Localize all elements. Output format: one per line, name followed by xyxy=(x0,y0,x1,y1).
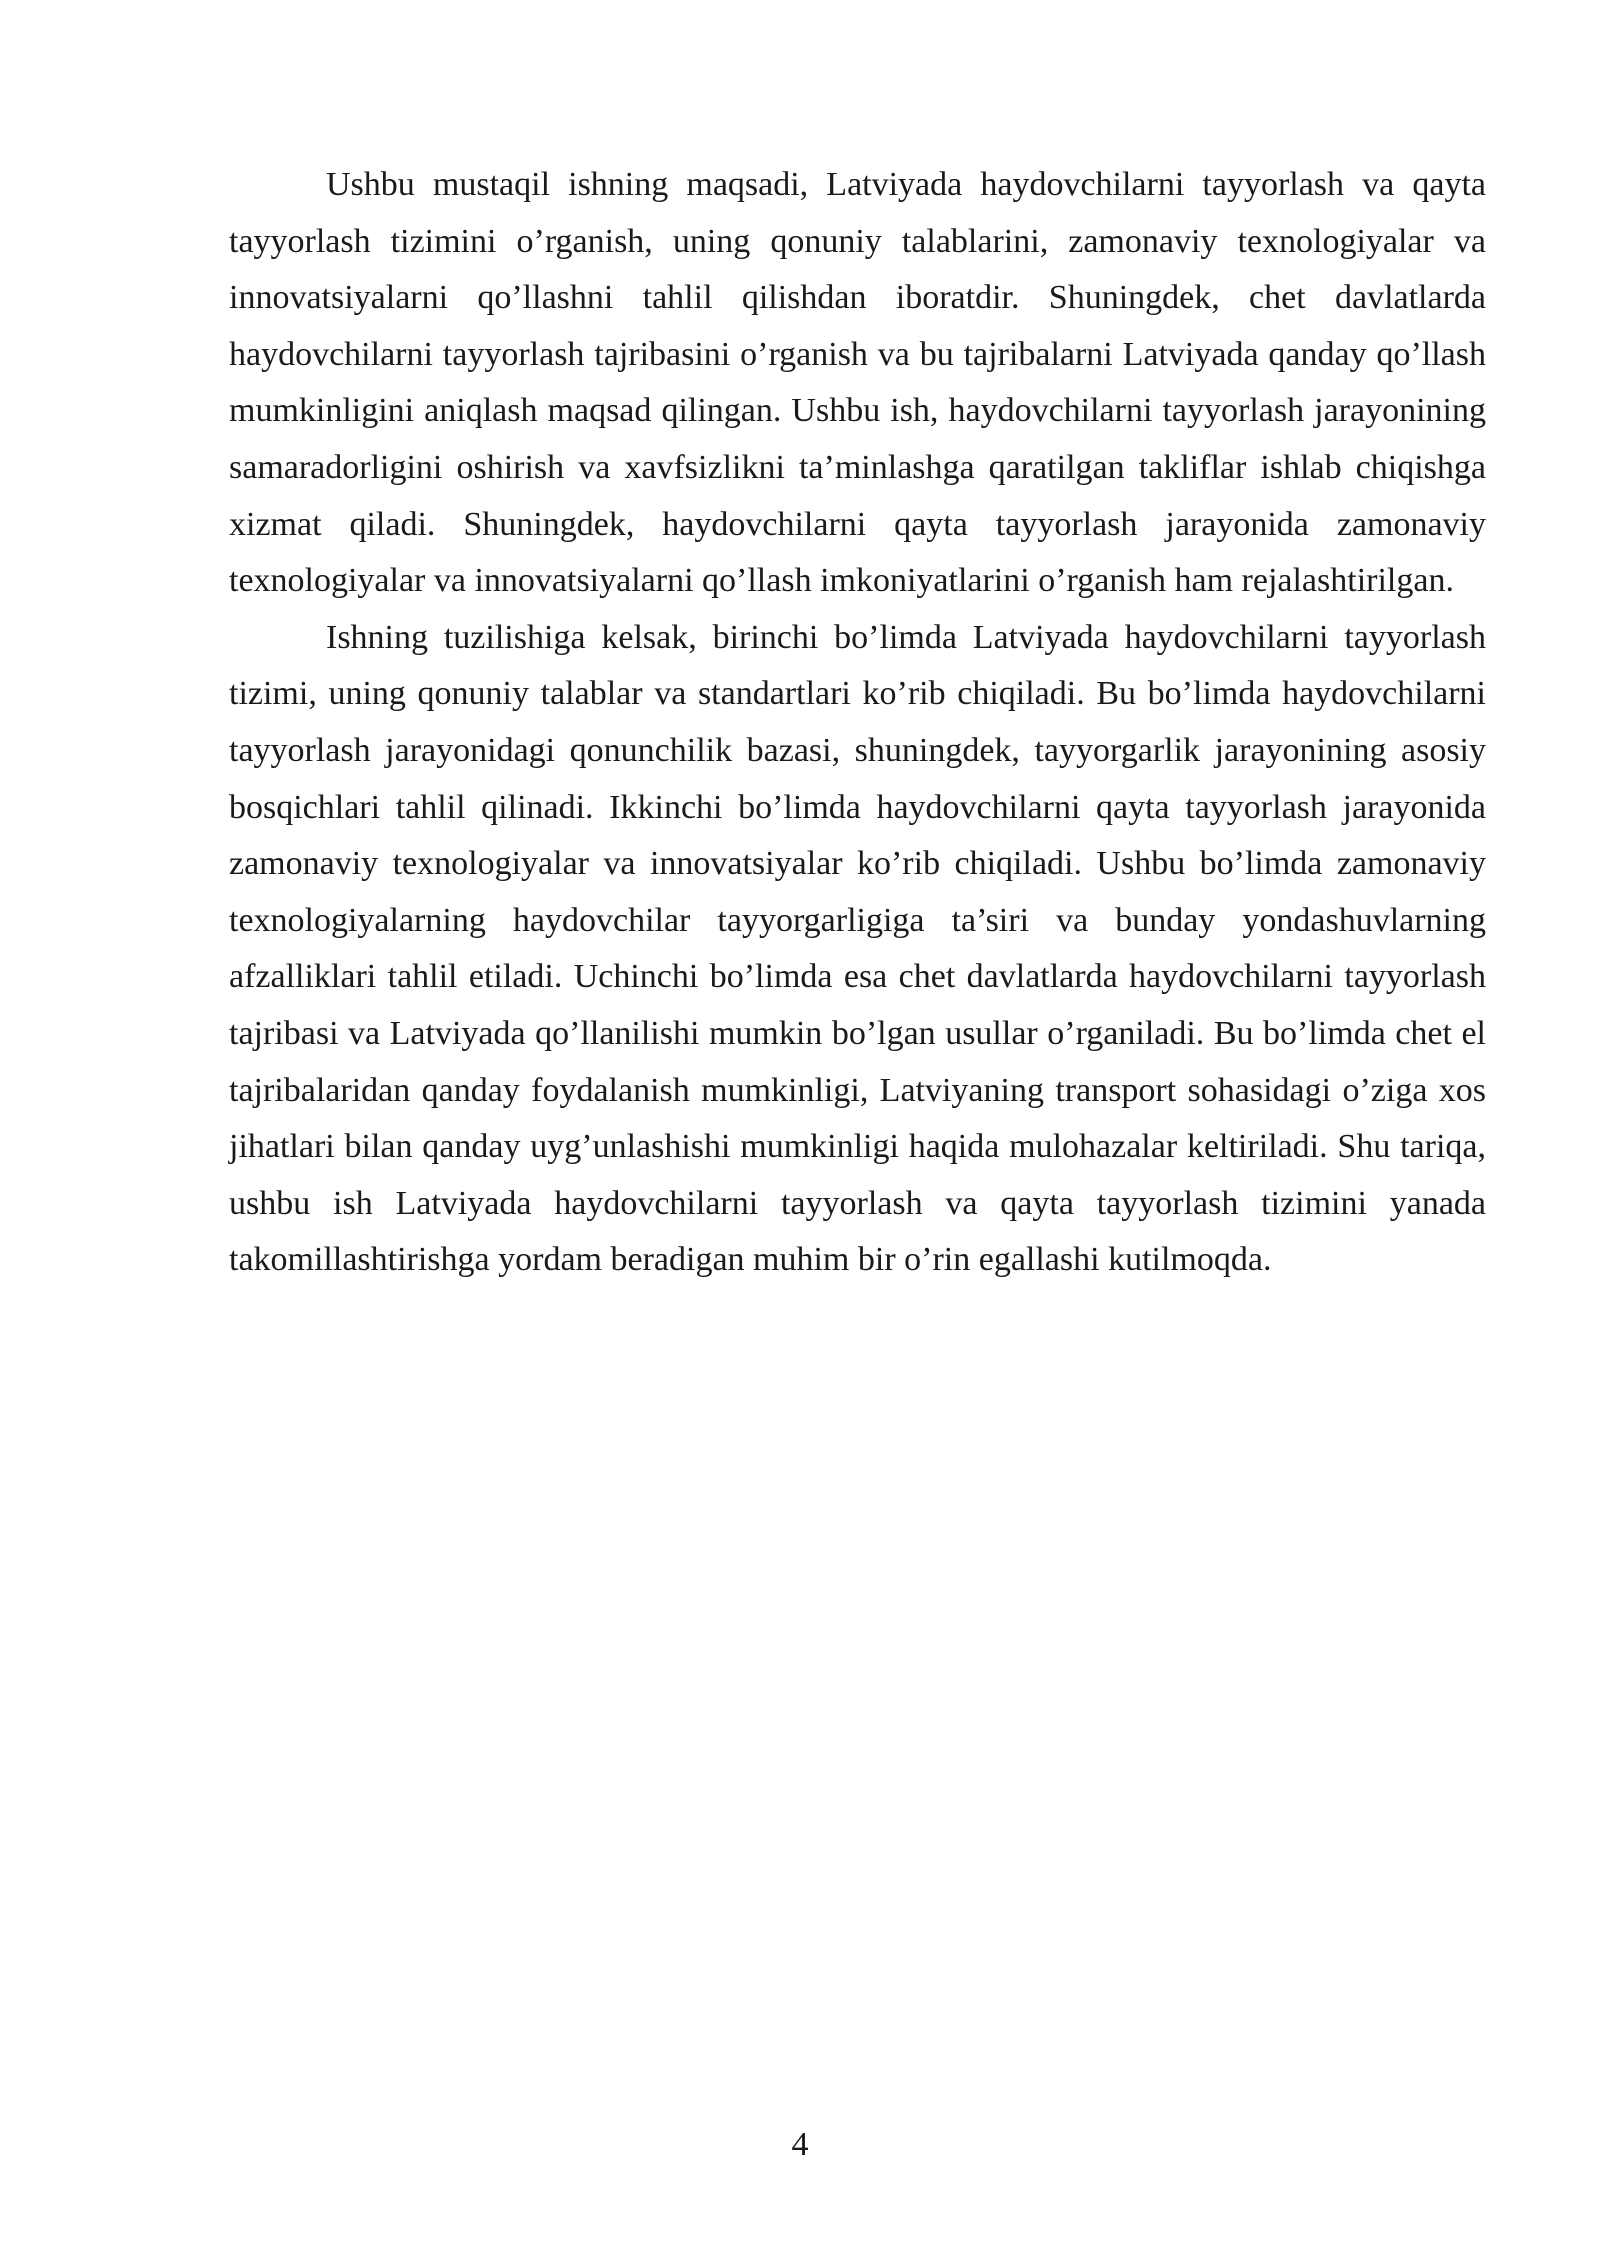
document-body xyxy=(229,157,1486,1289)
page-number: 4 xyxy=(791,2126,809,2163)
paragraph-structure: Ishning tuzilishiga kelsak, birinchi bo’limda Latviyada haydovchilarni tayyorlash tizimi, uning qonuniy talablar va standartlari ko’rib chiqiladi. Bu bo’limda haydovchilarni tayyorlash jarayonidagi qonunchilik bazasi, shuningdek, tayyorgarlik jarayonining asosiy bosqichlari tahlil qilinadi. Ikkinchi bo’limda haydovchilarni qayta tayyorlash jarayonida zamonaviy texnologiyalar va innovatsiyalar ko’rib chiqiladi. Ushbu bo’limda zamonaviy texnologiyalarning haydovchilar tayyorgarligiga ta’siri va bunday yondashuvlarning afzalliklari tahlil etiladi. Uchinchi bo’limda esa chet davlatlarda haydovchilarni tayyorlash tajribasi va Latviyada qo’llanilishi mumkin bo’lgan usullar o’rganiladi. Bu bo’limda chet el tajribalaridan qanday foydalanish mumkinligi, Latviyaning transport sohasidagi o’ziga xos jihatlari bilan qanday uyg’unlashishi mumkinligi haqida mulohazalar keltiriladi. Shu tariqa, ushbu ish Latviyada haydovchilarni tayyorlash va qayta tayyorlash tizimini yanada takomillashtirishga yordam beradigan muhim bir o’rin egallashi kutilmoqda. xyxy=(229,618,1486,1279)
paragraph-purpose: Ushbu mustaqil ishning maqsadi, Latviyada haydovchilarni tayyorlash va qayta tayyorlash tizimini o’rganish, uning qonuniy talablarini, zamonaviy texnologiyalar va innovatsiyalarni qo’llashni tahlil qilishdan iboratdir. Shuningdek, chet davlatlarda haydovchilarni tayyorlash tajribasini o’rganish va bu tajribalarni Latviyada qanday qo’llash mumkinligini aniqlash maqsad qilingan. Ushbu ish, haydovchilarni tayyorlash jarayonining samaradorligini oshirish va xavfsizlikni ta’minlashga qaratilgan takliflar ishlab chiqishga xizmat qiladi. Shuningdek, haydovchilarni qayta tayyorlash jarayonida zamonaviy texnologiyalar va innovatsiyalarni qo’llash imkoniyatlarini o’rganish ham rejalashtirilgan. xyxy=(229,166,1486,600)
